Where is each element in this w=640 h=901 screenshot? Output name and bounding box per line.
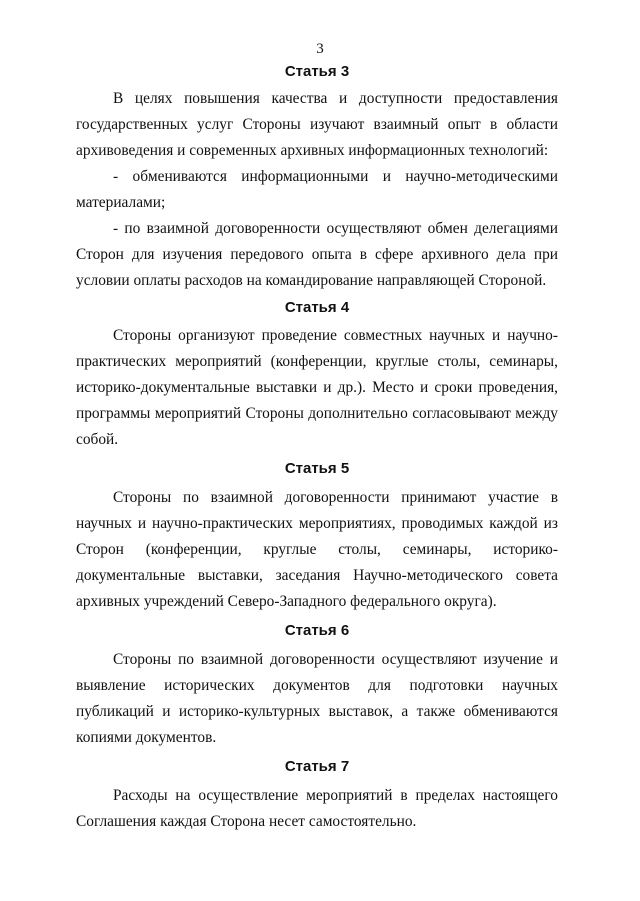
article-3 <box>76 62 558 294</box>
article-7-heading: Статья 7 <box>284 758 350 775</box>
article-3-paragraph-3: - по взаимной договоренности осуществляют обмен делегациями Сторон для изучения передового опыта в сфере архивного дела при условии оплаты расходов на командирование направляющей Стороной. <box>76 220 558 289</box>
article-4 <box>76 298 558 453</box>
article-3-heading: Статья 3 <box>284 63 350 80</box>
article-7-paragraph-1: Расходы на осуществление мероприятий в пределах настоящего Соглашения каждая Сторона несет самостоятельно. <box>76 787 558 830</box>
article-4-paragraph-1: Стороны организуют проведение совместных научных и научно-практических мероприятий (конференции, круглые столы, семинары, историко-документальные выставки и др.). Место и сроки проведения, программы мероприятий Стороны дополнительно согласовывают между собой. <box>76 327 558 448</box>
article-3-paragraph-2: - обмениваются информационными и научно-методическими материалами; <box>76 168 558 211</box>
article-6 <box>76 621 558 751</box>
article-7 <box>76 757 558 835</box>
article-3-paragraph-1: В целях повышения качества и доступности предоставления государственных услуг Стороны изучают взаимный опыт в области архивоведения и современных архивных информационных технологий: <box>76 90 558 159</box>
document-body <box>76 62 558 835</box>
article-6-heading: Статья 6 <box>284 622 350 639</box>
article-5-paragraph-1: Стороны по взаимной договоренности принимают участие в научных и научно-практических мероприятиях, проводимых каждой из Сторон (конференции, круглые столы, семинары, историко-документальные выставки, заседания Научно-методического совета архивных учреждений Северо-Западного федерального округа). <box>76 489 558 610</box>
article-5 <box>76 459 558 615</box>
article-6-paragraph-1: Стороны по взаимной договоренности осуществляют изучение и выявление исторических документов для подготовки научных публикаций и историко-культурных выставок, а также обмениваются копиями документов. <box>76 651 558 746</box>
page-number: 3 <box>316 41 324 57</box>
article-5-heading: Статья 5 <box>284 460 350 477</box>
article-4-heading: Статья 4 <box>284 299 350 316</box>
